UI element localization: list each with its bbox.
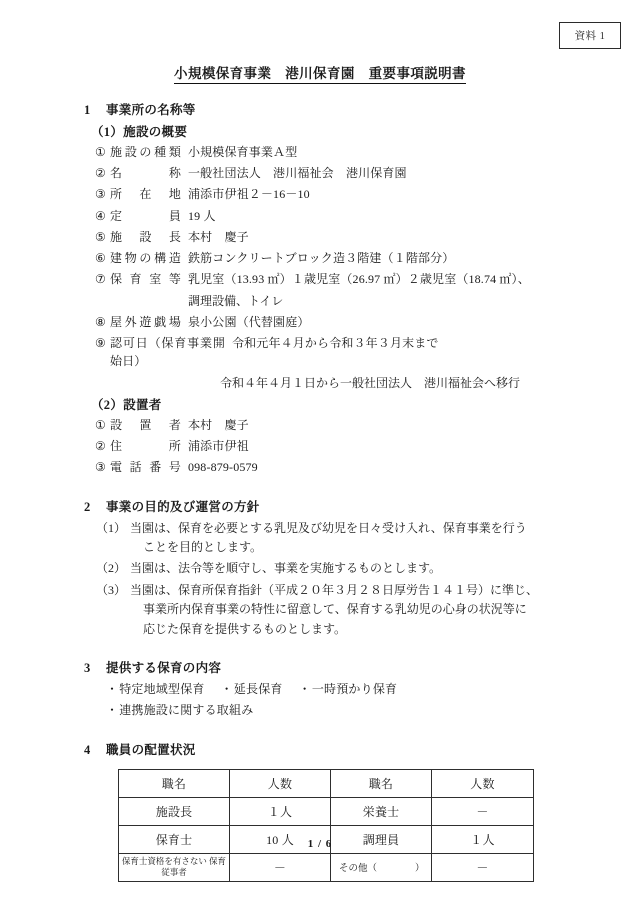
list-item (84, 437, 588, 455)
paragraph-line-3: 応じた保育を提供するものとします。 (143, 621, 347, 636)
item-label: 設置者 (110, 417, 181, 432)
item-marker: ① (95, 417, 106, 432)
column-header: 職名 (331, 769, 432, 797)
section-spacer (84, 641, 588, 658)
subsection-heading-1-1: （1）施設の概要 (91, 125, 188, 139)
list-item (84, 228, 588, 246)
paragraph-line-2: 事業所内保育事業の特性に留意して、保育する乳幼児の心身の状況等に (143, 602, 527, 617)
document-tag-label: 資料 1 (574, 31, 606, 42)
column-header: 職名 (119, 769, 230, 797)
table-cell: 施設長 (119, 797, 230, 825)
item-label: 建物の構造 (110, 251, 181, 266)
item-value: 浦添市伊祖 (188, 439, 249, 454)
table-cell: １人 (432, 825, 534, 853)
item-value: 泉小公園（代替園庭） (188, 314, 310, 329)
paragraph-line-2: ことを目的とします。 (143, 539, 263, 554)
paragraph (84, 559, 588, 578)
item-label: 保育室等 (110, 272, 181, 287)
paragraph-text (130, 581, 588, 639)
item-marker: ③ (95, 187, 106, 202)
item-value: 本村 慶子 (188, 229, 249, 244)
table-row (119, 797, 534, 825)
table-cell: その他（ ） (331, 853, 432, 881)
document-body (0, 100, 640, 882)
paragraph-line-1: 当園は、法令等を順守し、事業を実施するものとします。 (130, 561, 442, 576)
section-title-1: 事業所の名称等 (106, 103, 196, 117)
item-label: 認可日（保育事業開始日） (110, 336, 225, 369)
item-value: 小規模保育事業Ａ型 (188, 145, 298, 159)
table-cell: 調理員 (331, 825, 432, 853)
list-item (84, 164, 588, 182)
table-cell: １人 (230, 797, 331, 825)
item-marker: ⑤ (95, 229, 106, 244)
table-cell: 10 人 (230, 825, 331, 853)
table-row (119, 853, 534, 881)
paragraph-line-1: 当園は、保育所保育指針（平成２０年３月２８日厚労告１４１号）に準じ、 (130, 582, 539, 597)
table-cell: 保育士資格を有さない 保育従事者 (119, 853, 230, 881)
column-header: 人数 (230, 769, 331, 797)
paragraph-text (130, 559, 588, 578)
document-tag-badge (559, 22, 621, 49)
list-item (84, 207, 588, 225)
table-cell: 保育士 (119, 825, 230, 853)
list-item (84, 185, 588, 203)
section-title-4: 職員の配置状況 (106, 742, 196, 757)
page-number: 1 / 6 (307, 838, 333, 850)
item-value-continuation: 令和４年４月１日から一般社団法人 港川福祉会へ移行 (220, 375, 521, 390)
item-marker: ⑨ (95, 336, 106, 351)
item-value: 098-879-0579 (188, 460, 258, 475)
paragraph-text (130, 519, 588, 558)
bullet-text: 一時預かり保育 (311, 682, 398, 697)
bullet-text: 延長保育 (233, 682, 283, 697)
section-number-1: 1 (84, 103, 91, 117)
paragraph (84, 581, 588, 639)
list-item (84, 313, 588, 331)
section-spacer (84, 480, 588, 497)
list-item (84, 416, 588, 434)
table-header-row (119, 769, 534, 797)
list-item (84, 458, 588, 476)
paragraph-number: （3） (96, 582, 127, 597)
bullet-list-row (84, 680, 588, 699)
item-value-continuation: 調理設備、トイレ (188, 293, 284, 308)
table-cell: － (432, 853, 534, 881)
item-label: 屋外遊戯場 (110, 314, 181, 329)
list-item (84, 334, 588, 370)
page-title-text: 小規模保育事業 港川保育園 重要事項説明書 (174, 66, 466, 84)
table-cell: 栄養士 (331, 797, 432, 825)
item-marker: ③ (95, 460, 106, 475)
item-label: 施設の種類 (110, 145, 181, 159)
item-label: 施設長 (110, 229, 181, 244)
item-marker: ④ (95, 208, 106, 223)
item-marker: ② (95, 166, 106, 181)
section-spacer (84, 723, 588, 740)
bullet-marker-icon: ・ (106, 682, 119, 697)
item-label: 住所 (110, 439, 181, 454)
section-heading-2 (84, 497, 588, 515)
item-label: 電話番号 (110, 460, 181, 475)
paragraph-number: （1） (96, 520, 127, 535)
section-heading-4 (84, 740, 588, 758)
item-marker: ⑦ (95, 272, 106, 287)
paragraph (84, 519, 588, 558)
item-label: 所在地 (110, 187, 181, 202)
section-title-3: 提供する保育の内容 (106, 661, 222, 676)
column-header: 人数 (432, 769, 534, 797)
list-item (84, 270, 588, 288)
item-value: 鉄筋コンクリートブロック造３階建（１階部分） (188, 251, 455, 266)
bullet-text: 連携施設に関する取組み (119, 703, 254, 718)
paragraph-line-1: 当園は、保育を必要とする乳児及び幼児を日々受け入れ、保育事業を行う (130, 520, 527, 535)
bullet-marker-icon: ・ (298, 682, 311, 697)
paragraph-number: （2） (96, 561, 127, 576)
staff-allocation-table (118, 769, 534, 882)
item-label: 名称 (110, 166, 181, 181)
item-value: 本村 慶子 (188, 417, 249, 432)
table-cell: － (230, 853, 331, 881)
item-marker: ⑥ (95, 251, 106, 266)
list-item (84, 249, 588, 267)
item-marker: ⑧ (95, 314, 106, 329)
bullet-list-row (84, 701, 588, 720)
item-value: 浦添市伊祖２－16－10 (188, 187, 310, 202)
item-value: 一般社団法人 港川福祉会 港川保育園 (188, 166, 407, 181)
item-value: 乳児室（13.93 ㎡）１歳児室（26.97 ㎡）２歳児室（18.74 ㎡）、 (188, 272, 530, 287)
bullet-marker-icon: ・ (220, 682, 233, 697)
section-title-2: 事業の目的及び運営の方針 (106, 499, 260, 514)
section-number-2: 2 (84, 499, 91, 514)
section-number-4: 4 (84, 742, 91, 757)
table-cell: － (432, 797, 534, 825)
bullet-text: 特定地域型保育 (119, 682, 205, 697)
list-item (84, 143, 588, 161)
subsection-heading-1-2: （2）設置者 (91, 397, 162, 412)
item-value: 令和元年４月から令和３年３月末まで (232, 336, 439, 351)
section-number-3: 3 (84, 661, 91, 676)
section-heading-1 (84, 100, 588, 118)
section-heading-3 (84, 658, 588, 676)
item-value: 19 人 (188, 208, 216, 223)
bullet-marker-icon: ・ (106, 703, 119, 718)
item-label: 定員 (110, 208, 181, 223)
staff-table-container (84, 762, 588, 882)
page-footer (0, 838, 640, 850)
item-marker: ① (95, 145, 106, 159)
page-title (0, 62, 640, 82)
item-marker: ② (95, 439, 106, 454)
